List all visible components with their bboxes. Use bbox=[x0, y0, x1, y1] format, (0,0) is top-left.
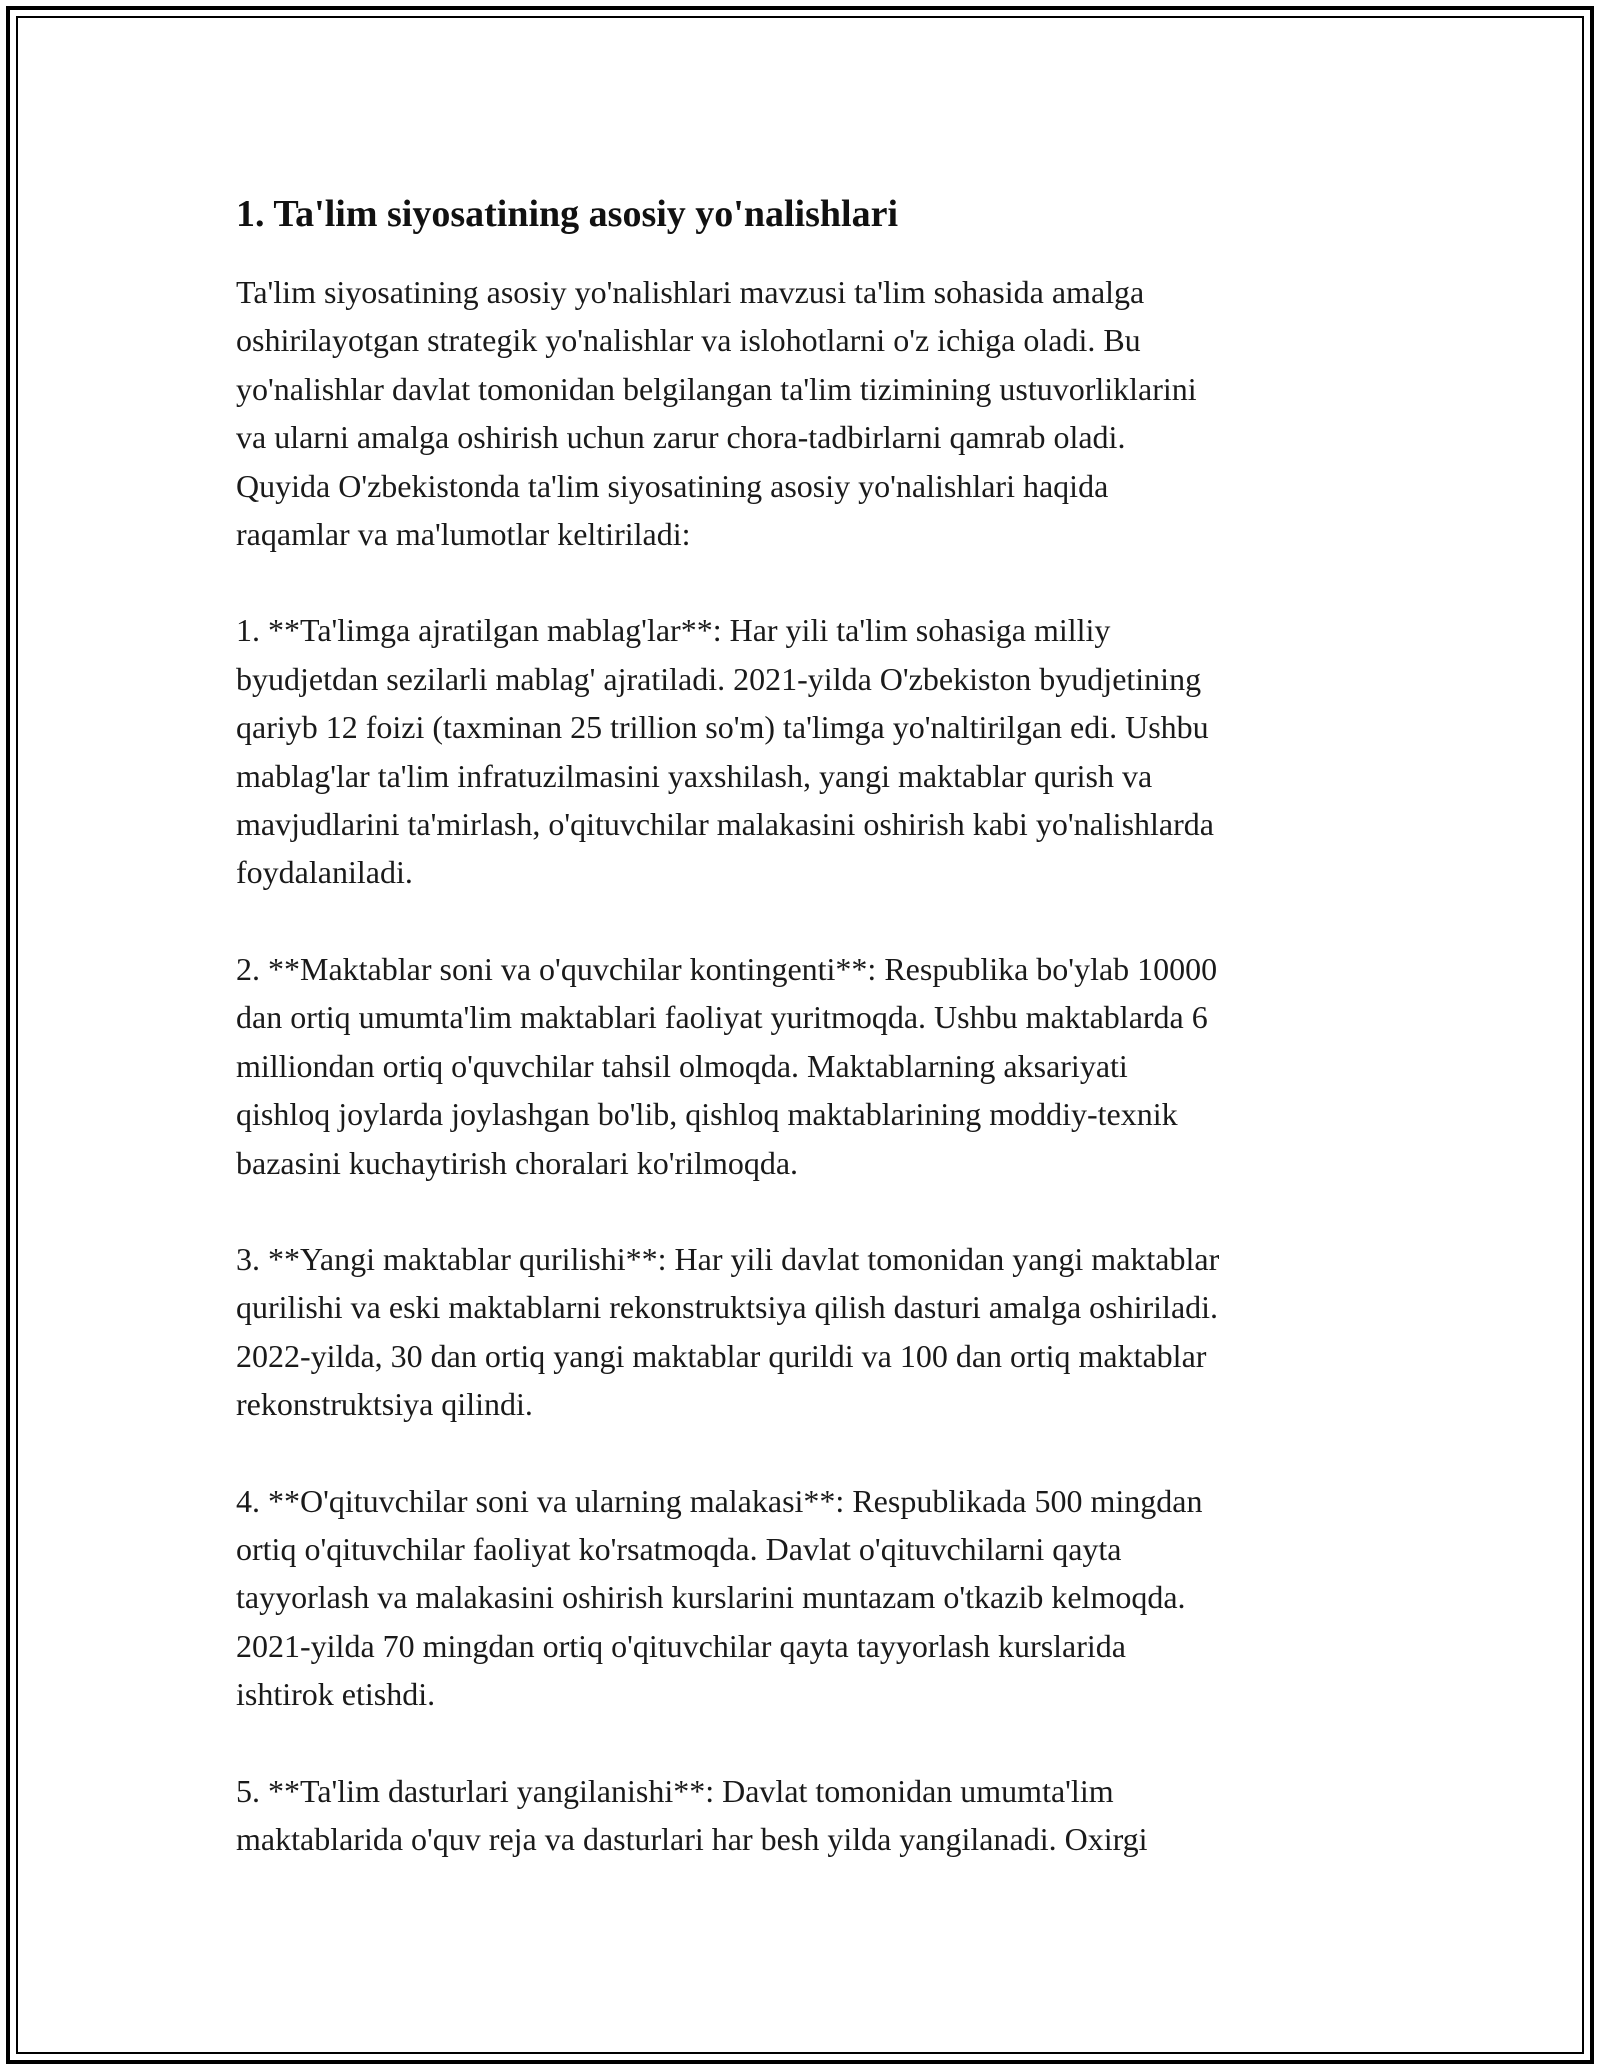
paragraph-line: ortiq o'qituvchilar faoliyat ko'rsatmoqda. Davlat o'qituvchilarni qayta bbox=[236, 1530, 1122, 1567]
paragraph-line: 4. **O'qituvchilar soni va ularning malakasi**: Respublikada 500 mingdan bbox=[236, 1482, 1203, 1519]
list-item-construction bbox=[236, 1235, 1386, 1429]
paragraph-line: ishtirok etishdi. bbox=[236, 1676, 436, 1713]
list-item-curricula bbox=[236, 1767, 1386, 1864]
paragraph-line: maktablarida o'quv reja va dasturlari har besh yilda yangilanadi. Oxirgi bbox=[236, 1820, 1148, 1857]
paragraph-line: 5. **Ta'lim dasturlari yangilanishi**: Davlat tomonidan umumta'lim bbox=[236, 1772, 1114, 1809]
intro-paragraph bbox=[236, 268, 1386, 558]
paragraph-line: 2022-yilda, 30 dan ortiq yangi maktablar qurildi va 100 dan ortiq maktablar bbox=[236, 1337, 1207, 1374]
paragraph-line: qishloq joylarda joylashgan bo'lib, qishloq maktablarining moddiy-texnik bbox=[236, 1096, 1178, 1133]
paragraph-line: tayyorlash va malakasini oshirish kurslarini muntazam o'tkazib kelmoqda. bbox=[236, 1579, 1186, 1616]
paragraph-line: mavjudlarini ta'mirlash, o'qituvchilar malakasini oshirish kabi yo'nalishlarda bbox=[236, 806, 1214, 843]
list-item-teachers bbox=[236, 1477, 1386, 1719]
paragraph-line: bazasini kuchaytirish choralari ko'rilmoqda. bbox=[236, 1144, 799, 1181]
paragraph-line: foydalaniladi. bbox=[236, 854, 413, 891]
list-item-schools bbox=[236, 945, 1386, 1187]
paragraph-line: oshirilayotgan strategik yo'nalishlar va islohotlarni o'z ichiga oladi. Bu bbox=[236, 322, 1141, 359]
paragraph-line: byudjetdan sezilarli mablag' ajratiladi. 2021-yilda O'zbekiston byudjetining bbox=[236, 660, 1202, 697]
paragraph-line: va ularni amalga oshirish uchun zarur chora-tadbirlarni qamrab oladi. bbox=[236, 419, 1126, 456]
paragraph-line: qariyb 12 foizi (taxminan 25 trillion so'm) ta'limga yo'naltirilgan edi. Ushbu bbox=[236, 709, 1209, 746]
paragraph-line: 3. **Yangi maktablar qurilishi**: Har yili davlat tomonidan yangi maktablar bbox=[236, 1240, 1220, 1277]
paragraph-line: qurilishi va eski maktablarni rekonstruktsiya qilish dasturi amalga oshiriladi. bbox=[236, 1289, 1219, 1326]
paragraph-line: dan ortiq umumta'lim maktablari faoliyat yuritmoqda. Ushbu maktablarda 6 bbox=[236, 999, 1208, 1036]
list-item-funding bbox=[236, 606, 1386, 896]
paragraph-line: Ta'lim siyosatining asosiy yo'nalishlari mavzusi ta'lim sohasida amalga bbox=[236, 274, 1145, 310]
paragraph-line: raqamlar va ma'lumotlar keltiriladi: bbox=[236, 516, 691, 553]
document-body bbox=[236, 186, 1386, 1863]
document-title: 1. Ta'lim siyosatining asosiy yo'nalishlari bbox=[236, 193, 899, 235]
paragraph-line: milliondan ortiq o'quvchilar tahsil olmoqda. Maktablarning aksariyati bbox=[236, 1047, 1128, 1084]
paragraph-line: rekonstruktsiya qilindi. bbox=[236, 1386, 533, 1423]
paragraph-line: 2. **Maktablar soni va o'quvchilar kontingenti**: Respublika bo'ylab 10000 bbox=[236, 950, 1218, 987]
paragraph-line: yo'nalishlar davlat tomonidan belgilangan ta'lim tizimining ustuvorliklarini bbox=[236, 370, 1197, 407]
paragraph-line: 2021-yilda 70 mingdan ortiq o'qituvchilar qayta tayyorlash kurslarida bbox=[236, 1627, 1126, 1664]
paragraph-line: 1. **Ta'limga ajratilgan mablag'lar**: Har yili ta'lim sohasiga milliy bbox=[236, 612, 1111, 649]
paragraph-line: mablag'lar ta'lim infratuzilmasini yaxshilash, yangi maktablar qurish va bbox=[236, 757, 1153, 794]
paragraph-line: Quyida O'zbekistonda ta'lim siyosatining asosiy yo'nalishlari haqida bbox=[236, 467, 1109, 504]
